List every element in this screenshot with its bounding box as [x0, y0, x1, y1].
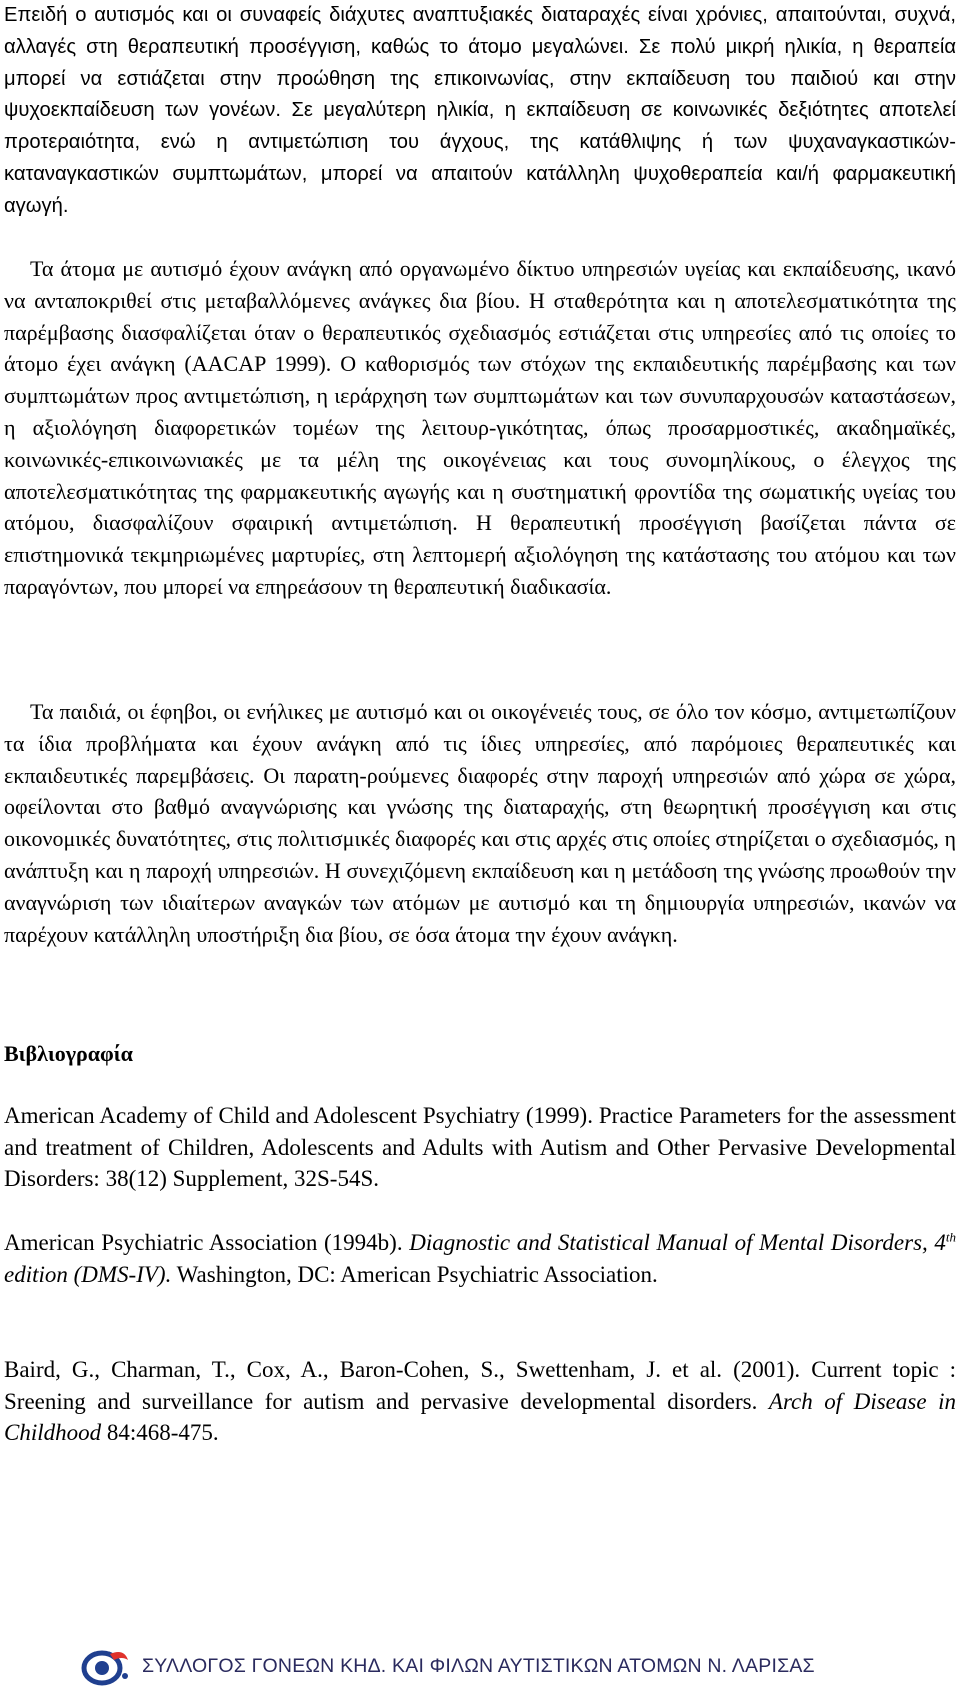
reference-1	[4, 1100, 956, 1195]
reference-2-publisher: Washington, DC: American Psychiatric Association.	[171, 1261, 658, 1287]
reference-2	[4, 1227, 956, 1290]
paragraph-2: Τα άτομα με αυτισμό έχουν ανάγκη από οργανωμένο δίκτυο υπηρεσιών υγείας και εκπαίδευσης, ικανό να ανταποκριθεί στις μεταβαλλόμενες ανάγκες δια βίου. Η σταθερότητα και η αποτελεσματικότητα της παρέμβασης διασφαλίζεται όταν ο θεραπευτικός σχεδιασμός εστιάζεται στις υπηρεσίες από τις οποίες το άτομο έχει ανάγκη (AACAP 1999). Ο καθορισμός των στόχων της εκπαιδευτικής παρέμβασης και των συμπτωμάτων προς αντιμετώπιση, η ιεράρχηση των συμπτωμάτων και των συνυπαρχουσών καταστάσεων, η αξιολόγηση διαφορετικών τομέων της λειτουρ-γικότητας, όπως προσαρμοστικές, ακαδημαϊκές, κοινωνικές-επικοινωνιακές με τα μέλη της οικογένειας και τους συνομηλίκους, ο έλεγχος της αποτελεσματικότητας της φαρμακευτικής αγωγής και η συστηματική φροντίδα της σωματικής υγείας του ατόμου, διασφαλίζουν σφαιρική αντιμετώπιση. Η θεραπευτική προσέγγιση βασίζεται πάντα σε επιστημονικά τεκμηριωμένες μαρτυρίες, στη λεπτομερή αξιολόγηση της κατάστασης του ατόμου και των παραγόντων, που μπορεί να επηρεάσουν τη θεραπευτική διαδικασία.	[4, 256, 956, 599]
paragraph-3: Τα παιδιά, οι έφηβοι, οι ενήλικες με αυτισμό και οι οικογένειές τους, σε όλο τον κόσμο, αντιμετωπίζουν τα ίδια προβλήματα και έχουν ανάγκη από τις ίδιες υπηρεσίες, από παρόμοιες θεραπευτικές και εκπαιδευτικές παρεμβάσεις. Οι παρατη-ρούμενες διαφορές στην παροχή υπηρεσιών από χώρα σε χώρα, οφείλονται στο βαθμό αναγνώρισης και γνώσης της διαταραχής, στη θεωρητική προσέγγιση και στις οικονομικές δυνατότητες, στις πολιτισμικές διαφορές και στις αρχές στις οποίες στηρίζεται ο σχεδιασμός, η ανάπτυξη και η παροχή υπηρεσιών. Η συνεχιζόμενη εκπαίδευση και η μετάδοση της γνώσης προωθούν την αναγνώριση των ιδιαίτερων αναγκών των ατόμων με αυτισμό και τη δημιουργία υπηρεσιών, ικανών να παρέχουν κατάλληλη υποστήριξη δια βίου, σε όσα άτομα την έχουν ανάγκη.	[4, 699, 956, 947]
reference-3	[4, 1354, 956, 1449]
association-logo-icon	[80, 1646, 132, 1686]
reference-3-pages: 84:468-475.	[101, 1420, 219, 1445]
reference-3-journal: Arch of Disease in Childhood	[4, 1388, 956, 1445]
reference-1-text: American Academy of Child and Adolescent Psychiatry (1999). Practice Parameters for the assessment and treatment of Children, Adolescents and Adults with Autism and Other Pervasive Developmental Disorders: 38(12) Supplement, 32S-54S.	[4, 1103, 956, 1191]
paragraph-1: Επειδή ο αυτισμός και οι συναφείς διάχυτες αναπτυξιακές διαταραχές είναι χρόνιες, απαιτούνται, συχνά, αλλαγές στη θεραπευτική προσέγγιση, καθώς το άτομο μεγαλώνει. Σε πολύ μικρή ηλικία, η θεραπεία μπορεί να εστιάζεται στην προώθηση της επικοινωνίας, στην εκπαίδευση του παιδιού και στην ψυχοεκπαίδευση των γονέων. Σε μεγαλύτερη ηλικία, η εκπαίδευση σε κοινωνικές δεξιότητες αποτελεί προτεραιότητα, ενώ η αντιμετώπιση του άγχους, της κατάθλιψης ή των ψυχαναγκαστικών-καταναγκαστικών συμπτωμάτων, μπορεί να απαιτούν κατάλληλη ψυχοθεραπεία και/ή φαρμακευτική αγωγή.	[4, 4, 956, 217]
reference-2-superscript: th	[945, 1229, 956, 1245]
reference-2-title-end: edition (DMS-IV).	[4, 1261, 172, 1287]
footer-association-name: ΣΥΛΛΟΓΟΣ ΓΟΝΕΩΝ ΚΗΔ. ΚΑΙ ΦΙΛΩΝ ΑΥΤΙΣΤΙΚΩΝ ΑΤΟΜΩΝ Ν. ΛΑΡΙΣΑΣ	[142, 1654, 815, 1677]
reference-2-authors: American Psychiatric Association (1994b).	[4, 1230, 410, 1255]
bibliography-heading: Βιβλιογραφία	[4, 1041, 133, 1066]
reference-2-title: Diagnostic and Statistical Manual of Mental Disorders, 4	[409, 1230, 946, 1255]
reference-3-authors: Baird, G., Charman, T., Cox, A., Baron-Cohen, S., Swettenham, J. et al. (2001). Current topic : Sreening and surveillance for autism and pervasive developmental disorders.	[4, 1357, 956, 1414]
page-footer	[80, 1646, 940, 1686]
